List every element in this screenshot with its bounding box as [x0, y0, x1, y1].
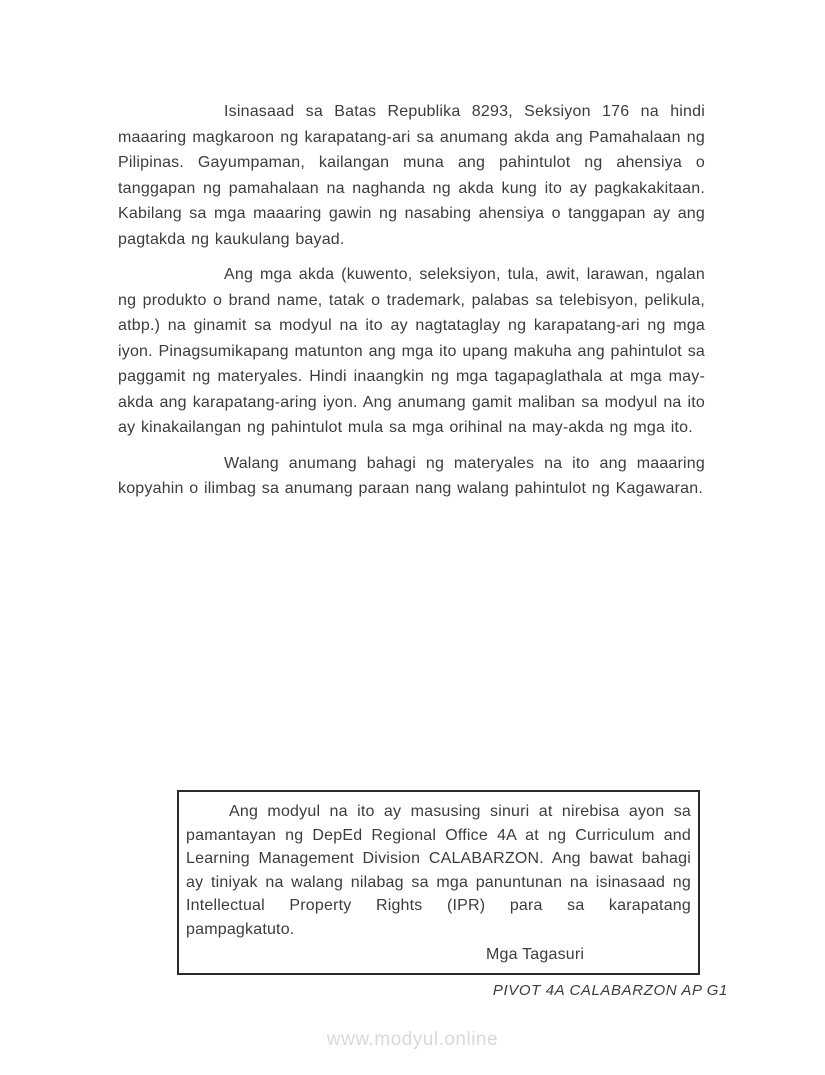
- review-notice-box: [177, 790, 700, 975]
- site-watermark: www.modyul.online: [326, 1029, 499, 1050]
- paragraph-copyright-law: Isinasaad sa Batas Republika 8293, Seksiyon 176 na hindi maaaring magkaroon ng karapatang-ari sa anumang akda ang Pamahalaan ng Pilipinas. Gayumpaman, kailangan muna ang pahintulot ng ahensiya o tanggapan ng pamahalaan na naghanda ng akda kung ito ay pagkakakitaan. Kabilang sa mga maaaring gawin ng nasabing ahensiya o tanggapan ay ang pagtakda ng kaukulang bayad.: [118, 103, 705, 248]
- reviewers-signature: Mga Tagasuri: [486, 946, 585, 963]
- paragraph-works-attribution: Ang mga akda (kuwento, seleksiyon, tula, awit, larawan, ngalan ng produkto o brand name, tatak o trademark, palabas sa telebisyon, pelikula, atbp.) na ginamit sa modyul na ito ay nagtataglay ng karapatang-ari ng mga iyon. Pinagsumikapang matunton ang mga ito upang makuha ang pahintulot sa paggamit ng materyales. Hindi inaangkin ng mga tagapaglathala at mga may-akda ang karapatang-aring iyon. Ang anumang gamit maliban sa modyul na ito ay kinakailangan ng pahintulot mula sa mga orihinal na may-akda ng mga ito.: [118, 266, 705, 436]
- paragraph-no-copying: Walang anumang bahagi ng materyales na ito ang maaaring kopyahin o ilimbag sa anumang paraan nang walang pahintulot ng Kagawaran.: [118, 454, 705, 497]
- copyright-text-column: [118, 99, 705, 512]
- edition-footer-label: PIVOT 4A CALABARZON AP G1: [492, 982, 728, 999]
- review-notice-text: Ang modyul na ito ay masusing sinuri at nirebisa ayon sa pamantayan ng DepEd Regional Office 4A at ng Curriculum and Learning Management Division CALABARZON. Ang bawat bahagi ay tiniyak na walang nilabag sa mga panuntunan na isinasaad ng Intellectual Property Rights (IPR) para sa karapatang pampagkatuto.: [186, 803, 691, 938]
